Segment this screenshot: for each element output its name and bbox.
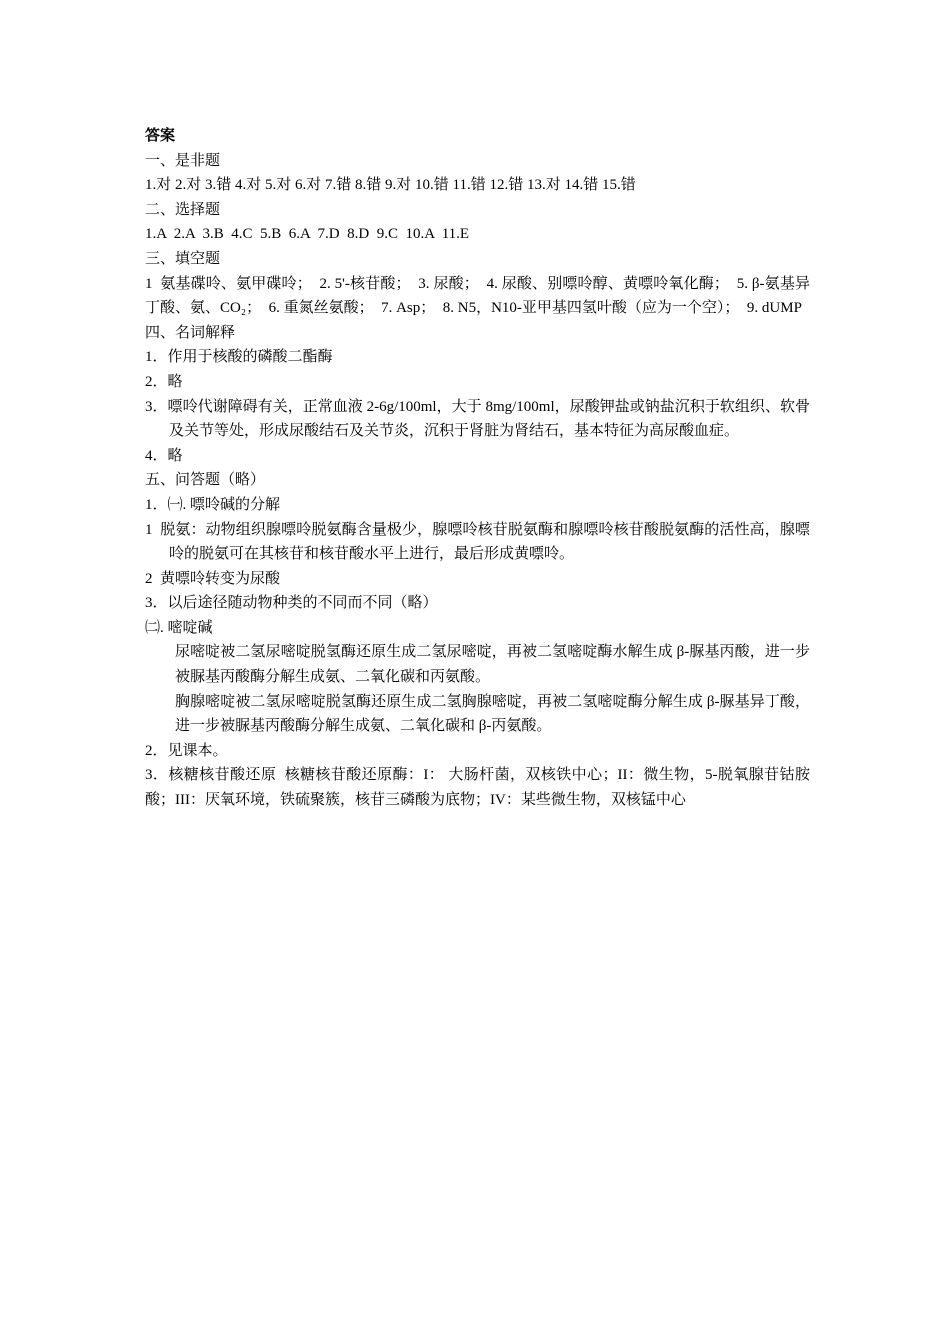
section-5-question-1-subheading-2: ㈡. 嘧啶碱 (145, 619, 213, 636)
section-4-item-3: 3．嘌呤代谢障碍有关，正常血液 2-6g/100ml，大于 8mg/100ml，尿酸钾盐或钠盐沉积于软组织、软骨及关节等处，形成尿酸结石及关节炎，沉积于肾脏为肾结石，基本特征为高尿酸血症。 (145, 398, 810, 440)
section-5-heading: 五、问答题（略） (145, 472, 266, 489)
section-4-item-2: 2．略 (145, 373, 183, 390)
section-5-question-1-step-1: 1 脱氨：动物组织腺嘌呤脱氨酶含量极少，腺嘌呤核苷脱氨酶和腺嘌呤核苷酸脱氨酶的活性高，腺嘌呤的脱氨可在其核苷和核苷酸水平上进行，最后形成黄嘌呤。 (145, 521, 810, 563)
section-1-answers: 1.对 2.对 3.错 4.对 5.对 6.对 7.错 8.错 9.对 10.错 11.错 12.错 13.对 14.错 15.错 (145, 177, 636, 194)
section-5-question-1: 1．㈠. 嘌呤碱的分解 (145, 496, 281, 513)
section-4-heading: 四、名词解释 (145, 324, 236, 341)
section-5-question-1-step-2: 2 黄嘌呤转变为尿酸 (145, 570, 281, 587)
answer-content (145, 124, 810, 813)
section-3-heading: 三、填空题 (145, 250, 221, 267)
section-4-item-4: 4．略 (145, 447, 183, 464)
section-5-question-1-step-3: 3．以后途径随动物种类的不同而不同（略） (145, 595, 438, 612)
section-3-answers: 1 氨基碟呤、氨甲碟呤； 2. 5'-核苷酸； 3. 尿酸； 4. 尿酸、别嘌呤醇、黄嘌呤氧化酶； 5. β-氨基异丁酸、氨、CO₂； 6. 重氮丝氨酸； 7. Asp； 8. N5，N10-亚甲基四氢叶酸（应为一个空）； 9. dUMP (145, 275, 810, 317)
section-4-item-1: 1．作用于核酸的磷酸二酯酶 (145, 349, 333, 366)
section-1-heading: 一、是非题 (145, 152, 221, 169)
section-5-question-1-paragraph-2: 胸腺嘧啶被二氢尿嘧啶脱氢酶还原生成二氢胸腺嘧啶，再被二氢嘧啶酶分解生成 β-脲基异丁酸，进一步被脲基丙酸酶分解生成氨、二氧化碳和 β-丙氨酸。 (175, 693, 810, 735)
section-5-question-2: 2．见课本。 (145, 742, 228, 759)
section-2-answers: 1.A 2.A 3.B 4.C 5.B 6.A 7.D 8.D 9.C 10.A 11.E (145, 226, 470, 243)
section-5-question-3: 3．核糖核苷酸还原 核糖核苷酸还原酶：I： 大肠杆菌，双核铁中心；II：微生物，5-脱氧腺苷钴胺酸；III：厌氧环境，铁硫聚簇，核苷三磷酸为底物；IV：某些微生物，双核锰中心 (145, 767, 810, 809)
doc-title: 答案 (145, 128, 176, 144)
section-2-heading: 二、选择题 (145, 201, 221, 218)
section-5-question-1-paragraph-1: 尿嘧啶被二氢尿嘧啶脱氢酶还原生成二氢尿嘧啶，再被二氢嘧啶酶水解生成 β-脲基丙酸，进一步被脲基丙酸酶分解生成氨、二氧化碳和丙氨酸。 (175, 644, 810, 686)
